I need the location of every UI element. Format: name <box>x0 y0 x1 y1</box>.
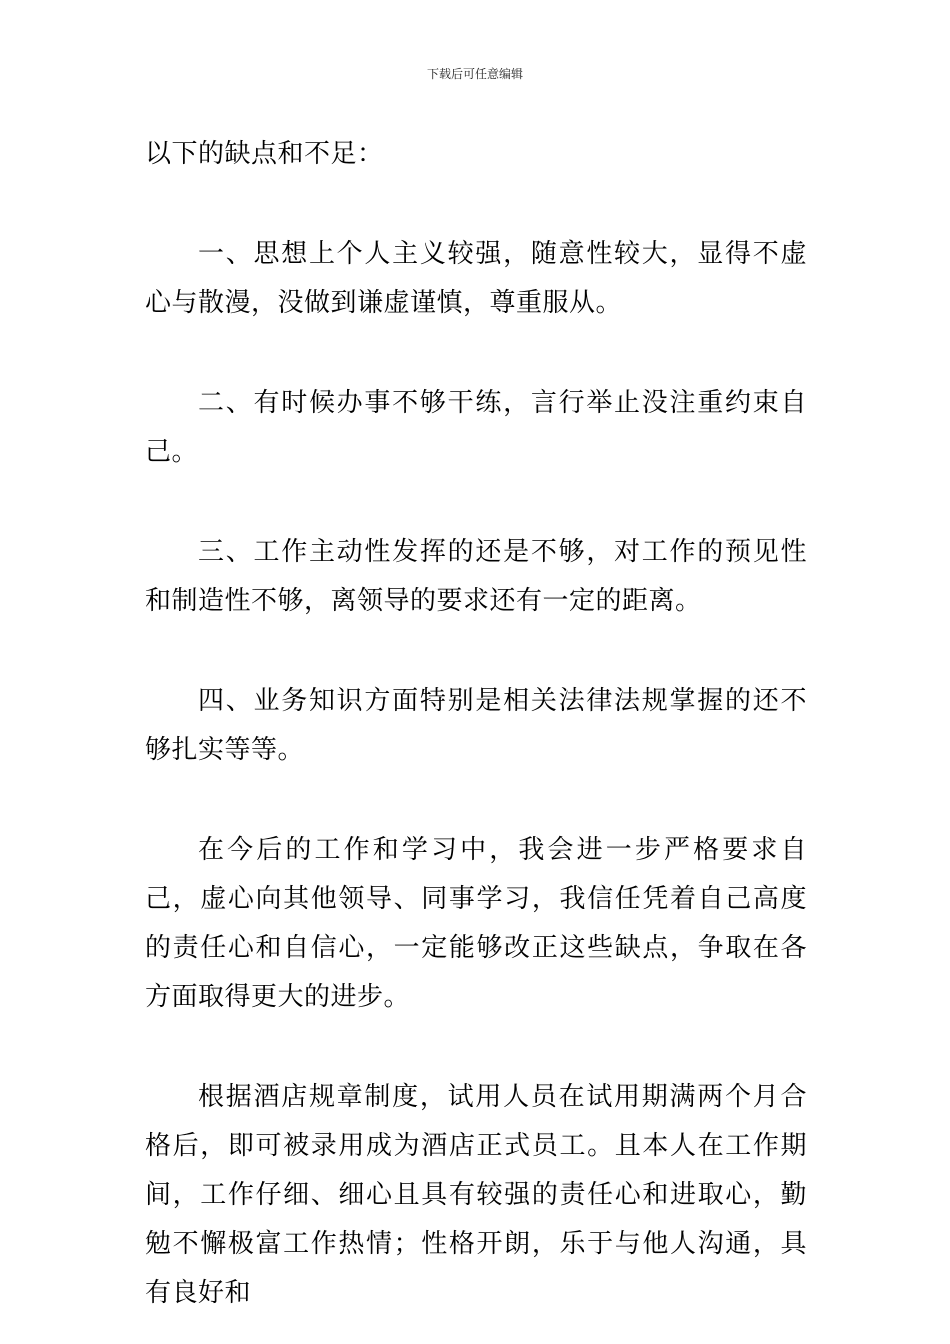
paragraph-point-2: 二、有时候办事不够干练，言行举止没注重约束自己。 <box>145 388 807 467</box>
paragraph-point-3: 三、工作主动性发挥的还是不够，对工作的预见性和制造性不够，离领导的要求还有一定的距离。 <box>145 537 807 616</box>
paragraph-point-4: 四、业务知识方面特别是相关法律法规掌握的还不够扎实等等。 <box>145 686 807 765</box>
document-body <box>145 130 807 1318</box>
page-header: 下载后可任意编辑 <box>426 67 523 81</box>
paragraph-improvement: 在今后的工作和学习中，我会进一步严格要求自己，虚心向其他领导、同事学习，我信任凭着自己高度的责任心和自信心，一定能够改正这些缺点，争取在各方面取得更大的进步。 <box>145 835 807 1012</box>
paragraph-point-1: 一、思想上个人主义较强，随意性较大，显得不虚心与散漫，没做到谦虚谨慎，尊重服从。 <box>145 239 807 318</box>
paragraph-intro: 以下的缺点和不足： <box>145 139 384 169</box>
paragraph-probation: 根据酒店规章制度，试用人员在试用期满两个月合格后，即可被录用成为酒店正式员工。且本人在工作期间，工作仔细、细心且具有较强的责任心和进取心，勤勉不懈极富工作热情；性格开朗，乐于与他人沟通，具有良好和 <box>145 1082 807 1308</box>
